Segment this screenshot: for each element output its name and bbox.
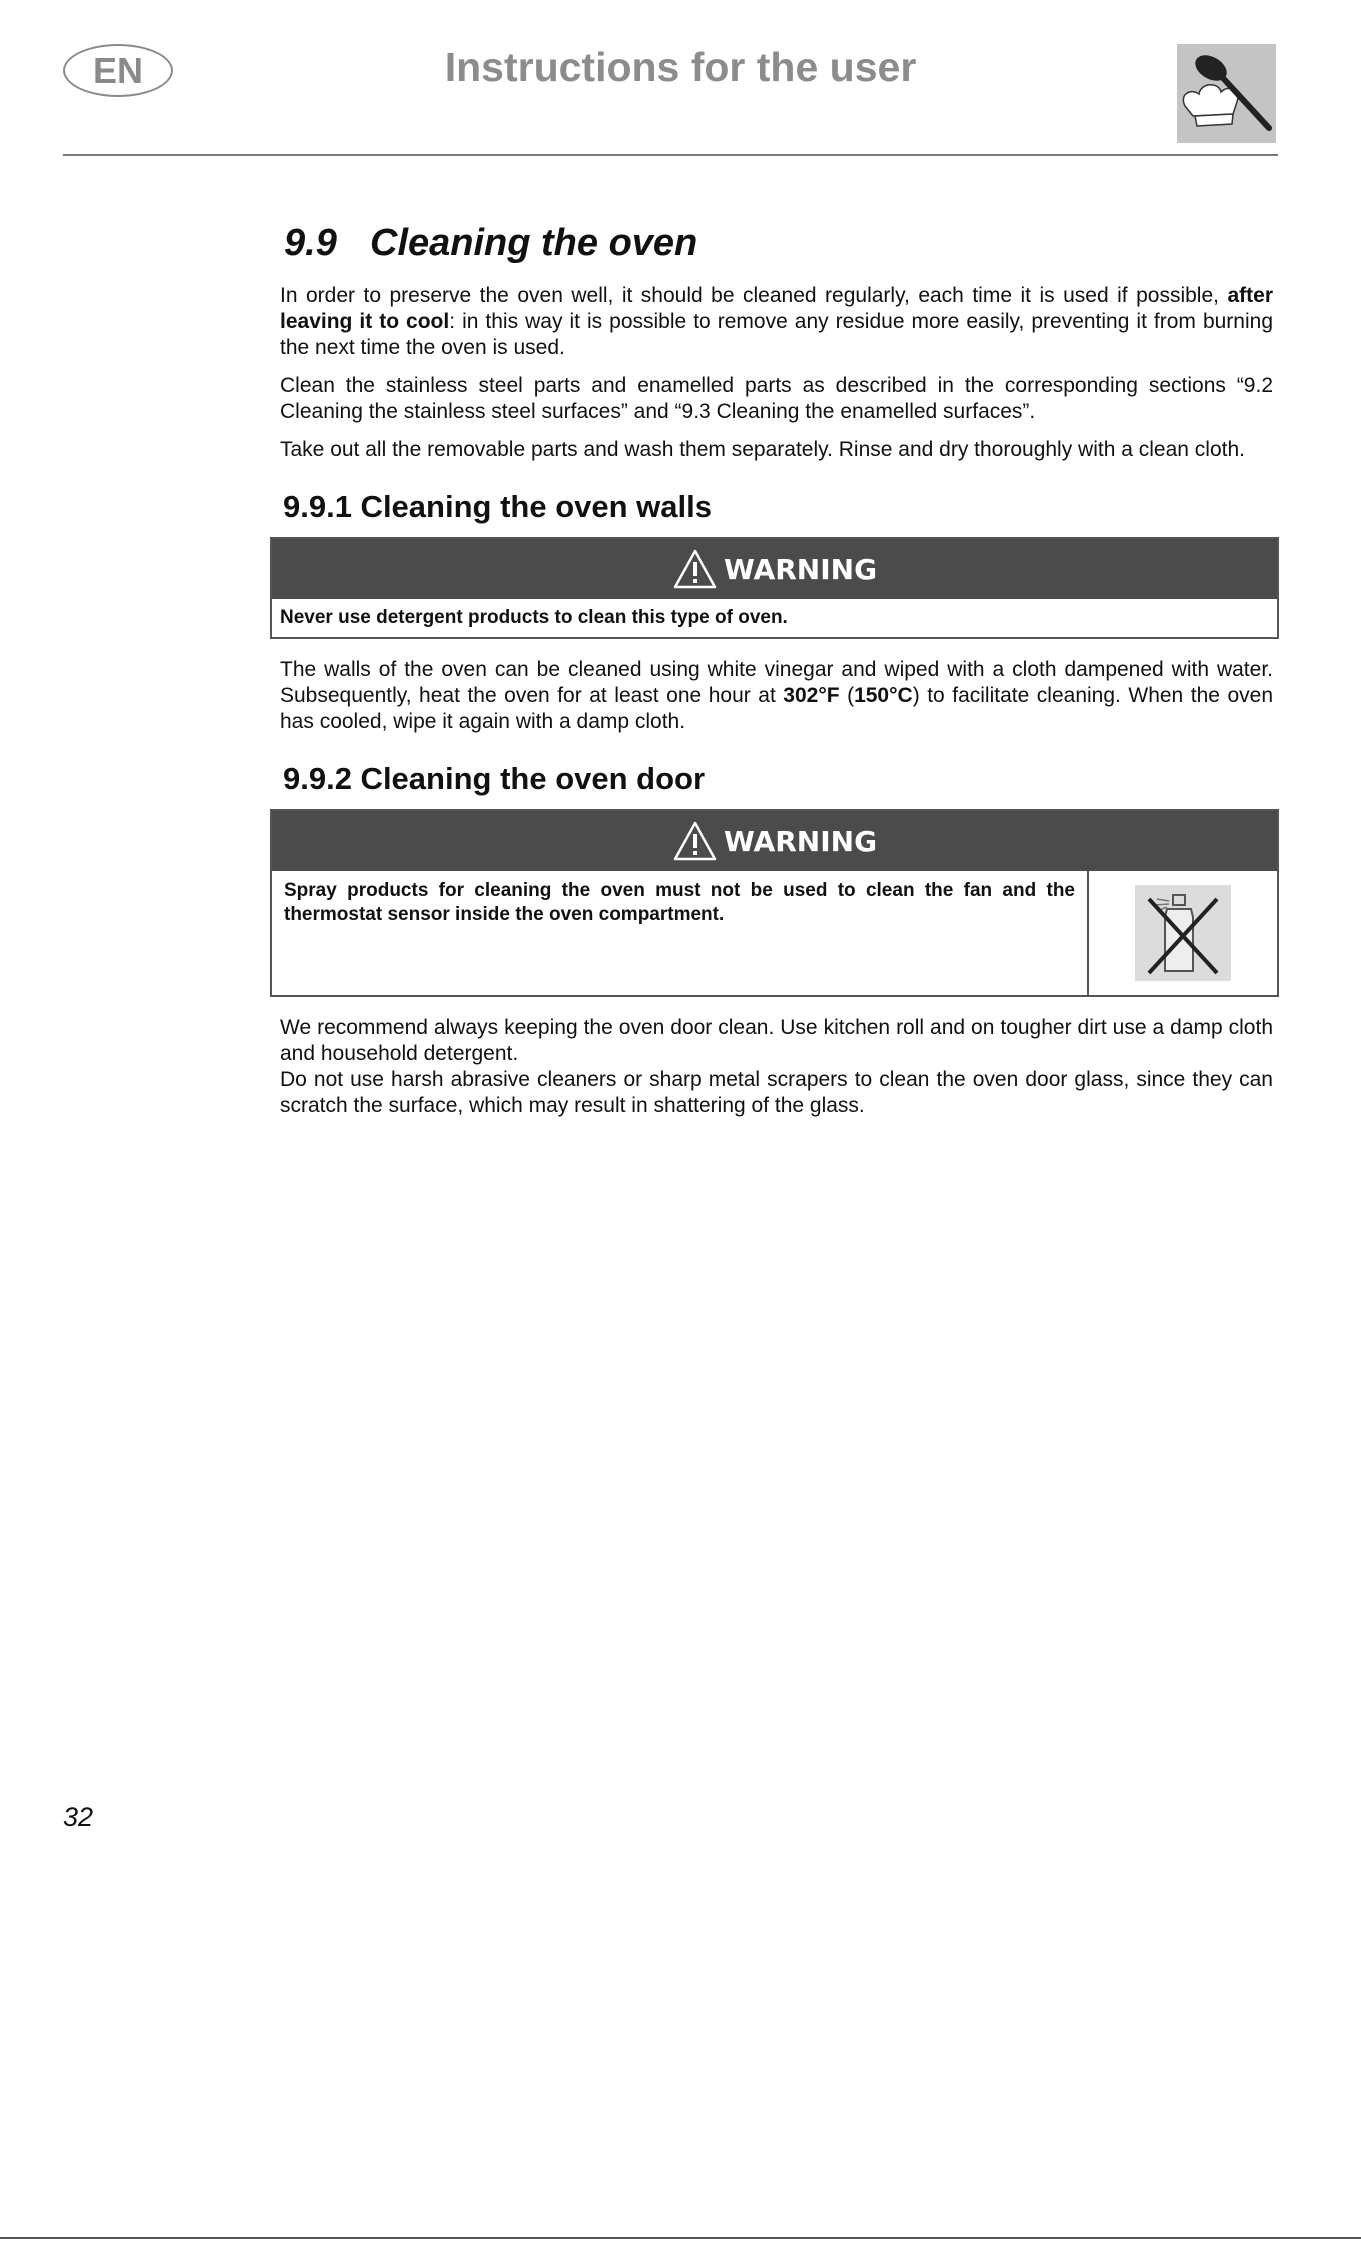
warning-text: Spray products for cleaning the oven must not be used to clean the fan and the thermostat sensor inside the oven compartment. [284,880,1075,925]
subsection-title-door: 9.9.2 Cleaning the oven door [283,761,706,796]
intro-paragraph-3: Take out all the removable parts and wash them separately. Rinse and dry thoroughly with a clean cloth. [280,438,1245,461]
warning-box-walls [270,537,1279,639]
intro-paragraph-1 [280,283,1273,361]
section-title [284,222,1273,265]
bottom-divider [0,2237,1361,2239]
warning-label: WARNING [723,552,878,586]
warning-row [272,871,1277,995]
main-content [280,222,1273,1131]
warning-triangle-icon [672,548,718,590]
temp-fahrenheit: 302°F [783,684,840,707]
no-spray-icon [1135,885,1231,981]
intro-paragraph-2: Clean the stainless steel parts and enamelled parts as described in the corresponding sections “9.2 Cleaning the stainless steel surfaces” and “9.3 Cleaning the enamelled surfaces”. [280,374,1273,423]
warning-label: WARNING [723,824,878,858]
warning-image-cell [1087,871,1277,995]
walls-paragraph [280,657,1273,735]
section-number: 9.9 [284,222,337,264]
header-title: Instructions for the user [444,44,917,90]
warning-header [272,539,1277,599]
walls-text-a: The walls of the oven can be cleaned using white vinegar and wiped with a cloth dampened with water. Subsequently, heat the oven for at least one hour at [280,658,1273,707]
walls-paren: ( [839,684,855,707]
intro-p1-text-a: In order to preserve the oven well, it should be cleaned regularly, each time it is used if possible, [280,284,1228,307]
section-title-text: Cleaning the oven [370,222,698,264]
warning-box-door [270,809,1279,997]
temp-celsius: 150°C [854,684,913,707]
warning-header [272,811,1277,871]
warning-text: Never use detergent products to clean this type of oven. [280,607,788,628]
door-paragraph-2: Do not use harsh abrasive cleaners or sharp metal scrapers to clean the oven door glass, since they can scratch the surface, which may result in shattering of the glass. [280,1068,1273,1117]
intro-p1-text-b: : in this way it is possible to remove any residue more easily, preventing it from burning the next time the oven is used. [280,310,1273,359]
walls-text-b: ) to facilitate cleaning. When the oven has cooled, wipe it again with a damp cloth. [280,684,1273,733]
door-paragraph-1: We recommend always keeping the oven door clean. Use kitchen roll and on tougher dirt use a damp cloth and household detergent. [280,1016,1273,1065]
header-divider [63,154,1278,156]
warning-triangle-icon [672,820,718,862]
page-number: 32 [63,1802,94,1832]
chef-spoon-icon [1177,44,1276,143]
language-badge: EN [63,44,173,97]
subsection-title-walls: 9.9.1 Cleaning the oven walls [283,489,712,524]
intro-p1-bold: after leaving it to cool [280,284,1273,333]
